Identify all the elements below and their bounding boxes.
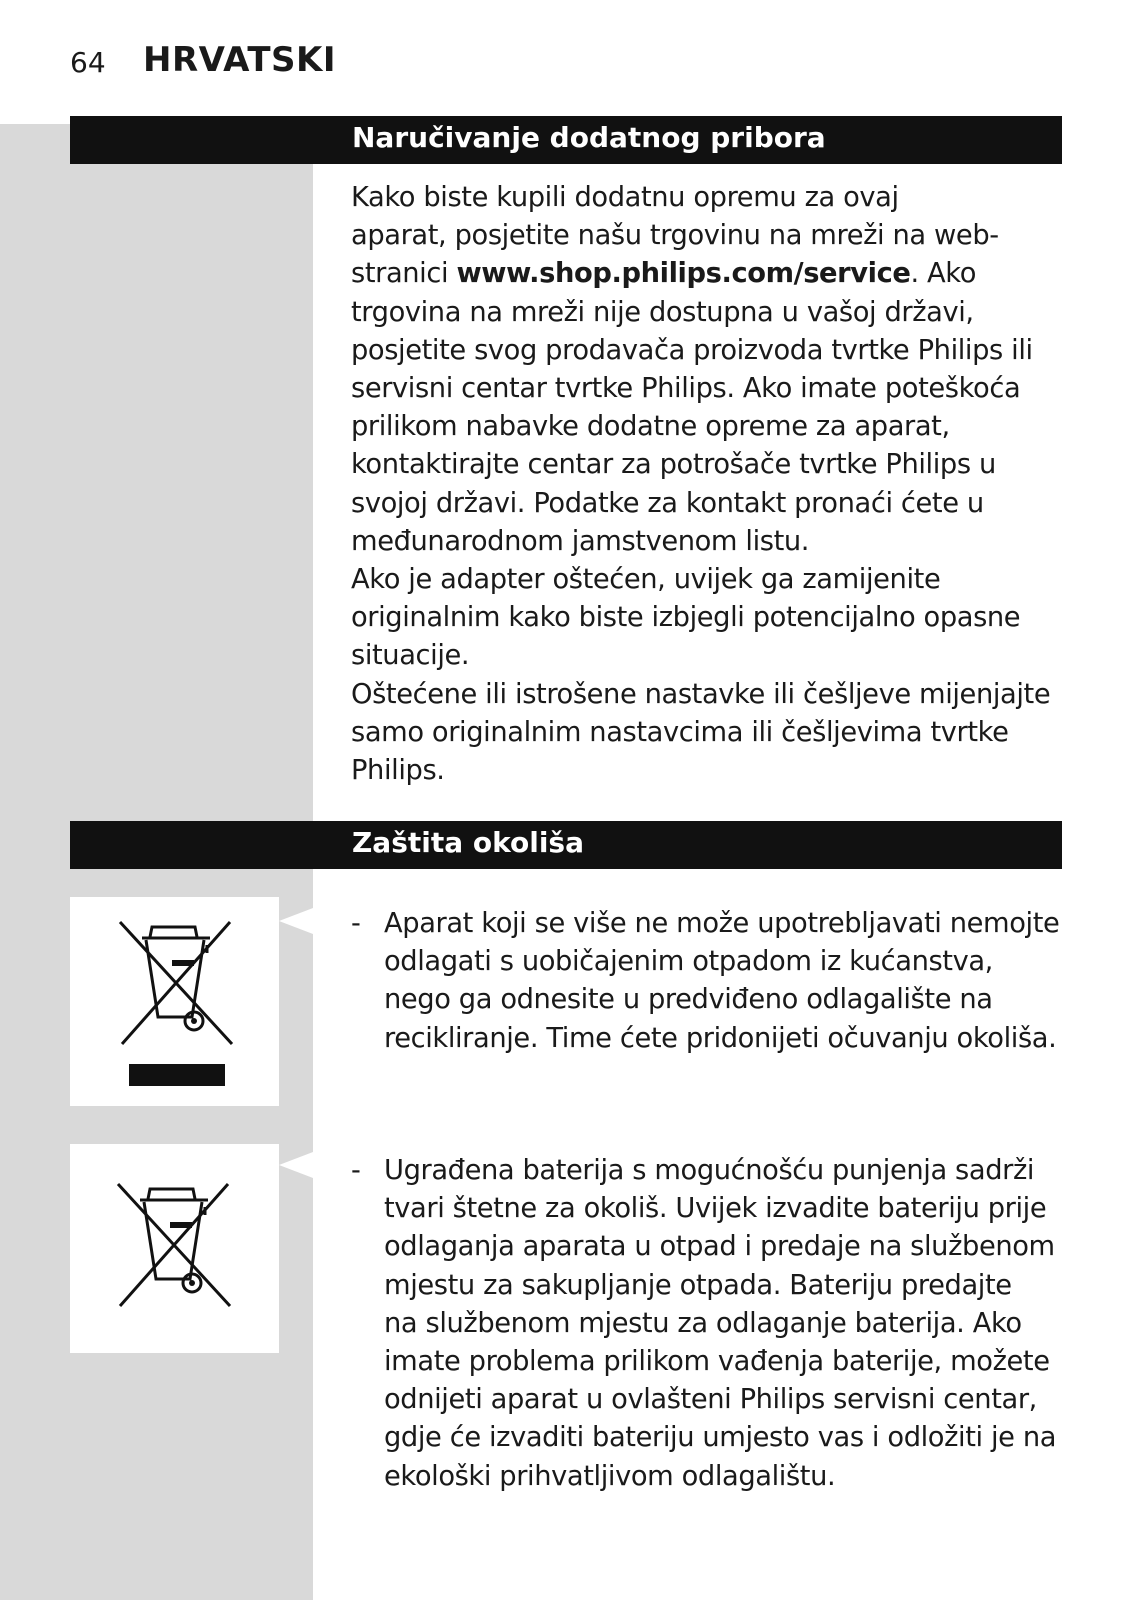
text-line: samo originalnim nastavcima ili češljevima tvrtke	[351, 716, 1009, 748]
crossed-out-wheelie-bin-with-bar-icon	[70, 897, 279, 1106]
text-line: kontaktirajte centar za potrošače tvrtke Philips u	[351, 449, 996, 481]
text-line: odlagati s uobičajenim otpadom iz kućanstva,	[384, 946, 993, 978]
page-number: 64	[70, 46, 106, 79]
accessories-paragraph	[351, 179, 1071, 790]
section-header-accessories	[70, 116, 1062, 164]
text-line: trgovina na mreži nije dostupna u vašoj državi,	[351, 296, 974, 328]
text-line: gdje će izvaditi bateriju umjesto vas i odložiti je na	[384, 1422, 1057, 1454]
text-line: situacije.	[351, 640, 470, 672]
callout-pointer	[279, 1152, 313, 1178]
text-line: odlaganja aparata u otpad i predaje na službenom	[384, 1231, 1055, 1263]
text-line: servisni centar tvrtke Philips. Ako imate poteškoća	[351, 373, 1021, 405]
page-language-heading: HRVATSKI	[143, 40, 336, 80]
section-title: Naručivanje dodatnog pribora	[352, 121, 826, 154]
text-line: nego ga odnesite u predviđeno odlagalište na	[384, 984, 993, 1016]
text-line: ekološki prihvatljivom odlagalištu.	[384, 1460, 836, 1492]
text-line: recikliranje. Time ćete pridonijeti očuvanju okoliša.	[384, 1022, 1057, 1054]
text-line: svojoj državi. Podatke za kontakt pronaći ćete u	[351, 487, 984, 519]
text-line: tvari štetne za okoliš. Uvijek izvadite bateriju prije	[384, 1193, 1047, 1225]
section-header-environment	[70, 821, 1062, 869]
callout-pointer	[279, 908, 313, 934]
text-line: aparat, posjetite našu trgovinu na mreži na web-	[351, 220, 999, 252]
text-line: Aparat koji se više ne može upotrebljavati nemojte	[384, 908, 1060, 939]
text-line: posjetite svog prodavača proizvoda tvrtke Philips ili	[351, 334, 1033, 366]
shop-url-link[interactable]: www.shop.philips.com/service	[456, 258, 911, 290]
text-line: međunarodnom jamstvenom listu.	[351, 525, 810, 557]
text-line: Oštećene ili istrošene nastavke ili češljeve mijenjajte	[351, 678, 1051, 710]
text-line: imate problema prilikom vađenja baterije, možete	[384, 1346, 1050, 1378]
text-line: Philips.	[351, 755, 445, 787]
recycling-illustration-box	[70, 897, 279, 1106]
section-title: Zaštita okoliša	[352, 826, 584, 859]
text-line: na službenom mjestu za odlaganje baterija. Ako	[384, 1307, 1022, 1339]
text-line: prilikom nabavke dodatne opreme za aparat,	[351, 411, 950, 443]
battery-recycling-illustration-box	[70, 1144, 279, 1353]
text-line: mjestu za sakupljanje otpada. Bateriju predajte	[384, 1269, 1012, 1301]
text-line: odnijeti aparat u ovlašteni Philips servisni centar,	[384, 1384, 1037, 1416]
text-line: Kako biste kupili dodatnu opremu za ovaj	[351, 182, 899, 213]
crossed-out-wheelie-bin-icon	[70, 1144, 279, 1353]
text-line: Ugrađena baterija s mogućnošću punjenja sadrži	[384, 1155, 1035, 1186]
bullet-dash: -	[351, 908, 361, 939]
text-line: originalnim kako biste izbjegli potencijalno opasne	[351, 602, 1021, 634]
text-line: stranici www.shop.philips.com/service. Ako	[351, 258, 977, 290]
bullet-dash: -	[351, 1155, 361, 1186]
text-line: Ako je adapter oštećen, uvijek ga zamijenite	[351, 564, 941, 596]
